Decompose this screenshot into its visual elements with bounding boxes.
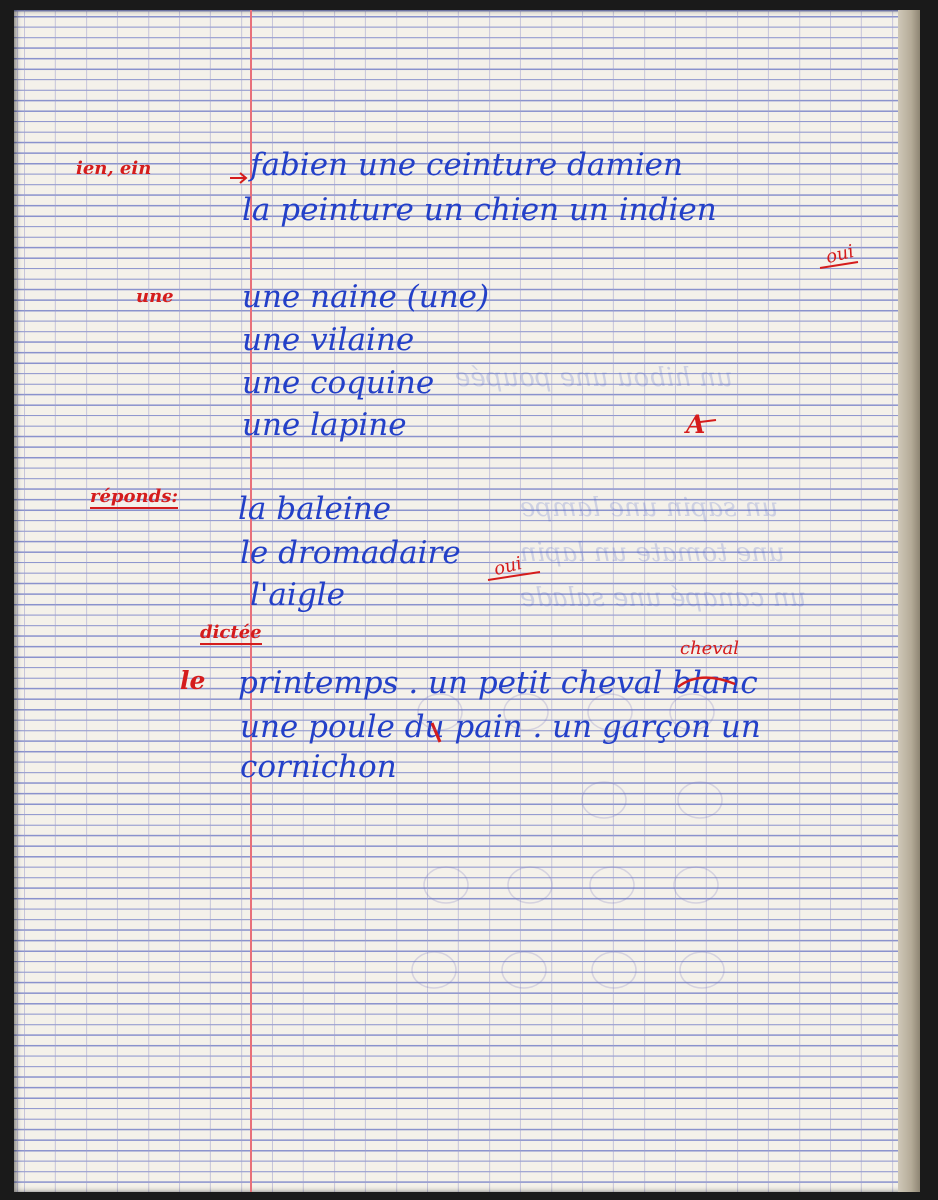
line-une-2: une vilaine: [242, 322, 415, 358]
line-reponds-3: l'aigle: [250, 577, 345, 613]
dictee-line-2: une poule du pain . un garçon un: [240, 709, 761, 745]
correction-cheval: cheval: [680, 638, 739, 659]
line-ien-ein-1: fabien une ceinture damien: [250, 147, 683, 183]
line-ien-ein-2: la peinture un chien un indien: [242, 192, 717, 228]
margin-label-ien-ein: ien, ein: [76, 158, 152, 179]
margin-label-une: une: [136, 286, 174, 307]
line-reponds-2: le dromadaire: [240, 535, 461, 571]
margin-label-reponds: réponds:: [90, 486, 178, 507]
correction-oui: oui: [491, 552, 525, 581]
line-une-3: une coquine: [242, 365, 435, 401]
line-reponds-1: la baleine: [238, 491, 392, 527]
dictee-line-3: cornichon: [240, 749, 397, 785]
grade-mark: A: [686, 410, 706, 439]
margin-label-le: le: [180, 666, 206, 695]
correction-oui: oui: [823, 240, 857, 269]
dictee-line-1: printemps . un petit cheval blanc: [238, 665, 758, 701]
bleed-through-text: un hibou une poupée: [455, 363, 733, 393]
bleed-through-text: une tomate un lapin: [520, 538, 785, 568]
bleed-through-text: un sapin une lampe: [520, 493, 779, 523]
bleed-through-text: un canapé une salade: [520, 583, 807, 613]
line-une-1: une naine (une): [242, 279, 490, 315]
section-title-dictee: dictée: [200, 622, 262, 643]
notebook-spine: [898, 10, 920, 1192]
line-une-4: une lapine: [242, 407, 407, 443]
